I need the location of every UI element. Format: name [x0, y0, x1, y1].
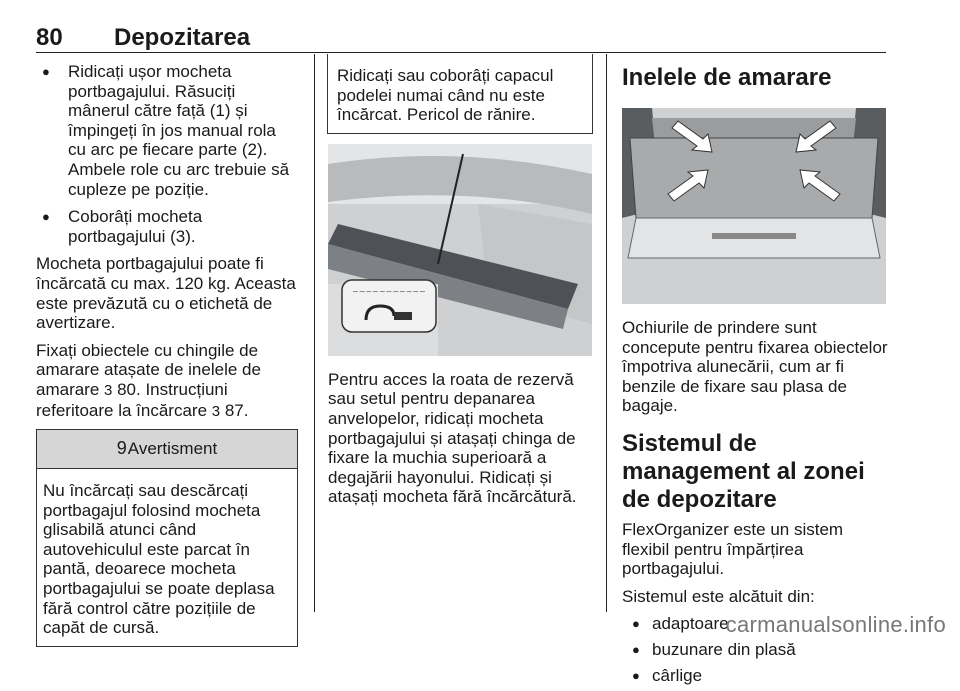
- column-3: [622, 62, 888, 691]
- heading-lashing-eyes: Inelele de amarare: [622, 64, 832, 91]
- list-item: ● cârlige: [622, 666, 888, 686]
- step-item: ● Ridicați ușor mocheta portbagajului. Răsuciți mânerul către față (1) și împingeți în jos manual rola cu arc pe fiecare parte (2). Ambele role cu arc trebuie să cupleze pe poziție.: [36, 62, 298, 199]
- lashing-eyes-paragraph: Ochiurile de prindere sunt concepute pentru fixarea obiectelor împotriva alunecării, cum ar fi benzile de fixare sau plasa de bagaje.: [622, 318, 888, 416]
- spare-wheel-access-paragraph: Pentru acces la roata de rezervă sau setul pentru depanarea anvelopelor, ridicați mocheta portbagajului și atașați chinga de fixare la muchia superioară a degajării hayonului. Ridicați și atașați mocheta fără încărcătură.: [328, 369, 577, 507]
- flexorganizer-paragraph: FlexOrganizer este un sistem flexibil pentru împărțirea portbagajului.: [622, 519, 844, 579]
- lashing-eyes-illustration: [622, 108, 886, 304]
- warning-text: Nu încărcați sau descărcați portbagajul folosind mocheta glisabilă atunci când autovehiculul este parcat în pantă, deoarece mocheta portbagajului se poate deplasa fără control către pozițiile de capăt de cursă.: [43, 481, 275, 638]
- components-intro: Sistemul este alcătuit din:: [622, 586, 815, 606]
- load-capacity-paragraph: Mocheta portbagajului poate fi încărcată cu max. 120 kg. Aceasta este prevăzută cu o etichetă de avertizare.: [36, 254, 296, 333]
- reference-text: 80. Instrucțiuni referitoare la încărcare: [36, 379, 228, 420]
- reference-text: 87.: [220, 400, 249, 420]
- step-list: [36, 62, 298, 246]
- column-1: [36, 62, 298, 647]
- heading-storage-management: Sistemul de management al zonei de depozitare: [622, 429, 865, 513]
- watermark: carmanualsonline.info: [725, 612, 946, 637]
- reference-text: Fixați obiectele cu chingile de amarare atașate de inelele de amarare: [36, 340, 261, 399]
- list-item: ● adaptoare: [622, 614, 888, 634]
- page-header: [36, 24, 886, 54]
- column-divider-2: [606, 54, 607, 612]
- column-divider-1: [314, 54, 315, 612]
- reference-paragraph: [36, 341, 298, 421]
- svg-text:~~~~~~~~~~~: ~~~~~~~~~~~: [352, 286, 426, 296]
- list-item: ● buzunare din plasă: [622, 640, 888, 660]
- warning-header: [37, 430, 297, 469]
- warning-title: Avertisment: [127, 439, 218, 459]
- reference-arrow-icon: 3: [104, 381, 113, 399]
- chapter-title: Depozitarea: [114, 24, 251, 51]
- column-2: [328, 62, 592, 515]
- warning-box: [36, 429, 298, 647]
- reference-arrow-icon: 3: [211, 402, 221, 420]
- header-rule: [36, 52, 886, 53]
- step-item: ● Coborâți mocheta portbagajului (3).: [36, 207, 298, 246]
- page-number: 80: [36, 24, 63, 51]
- caution-box: Ridicați sau coborâți capacul podelei numai când nu este încărcat. Pericol de rănire.: [327, 54, 593, 134]
- warning-icon: 9: [116, 438, 127, 459]
- trunk-floor-illustration: [328, 144, 592, 356]
